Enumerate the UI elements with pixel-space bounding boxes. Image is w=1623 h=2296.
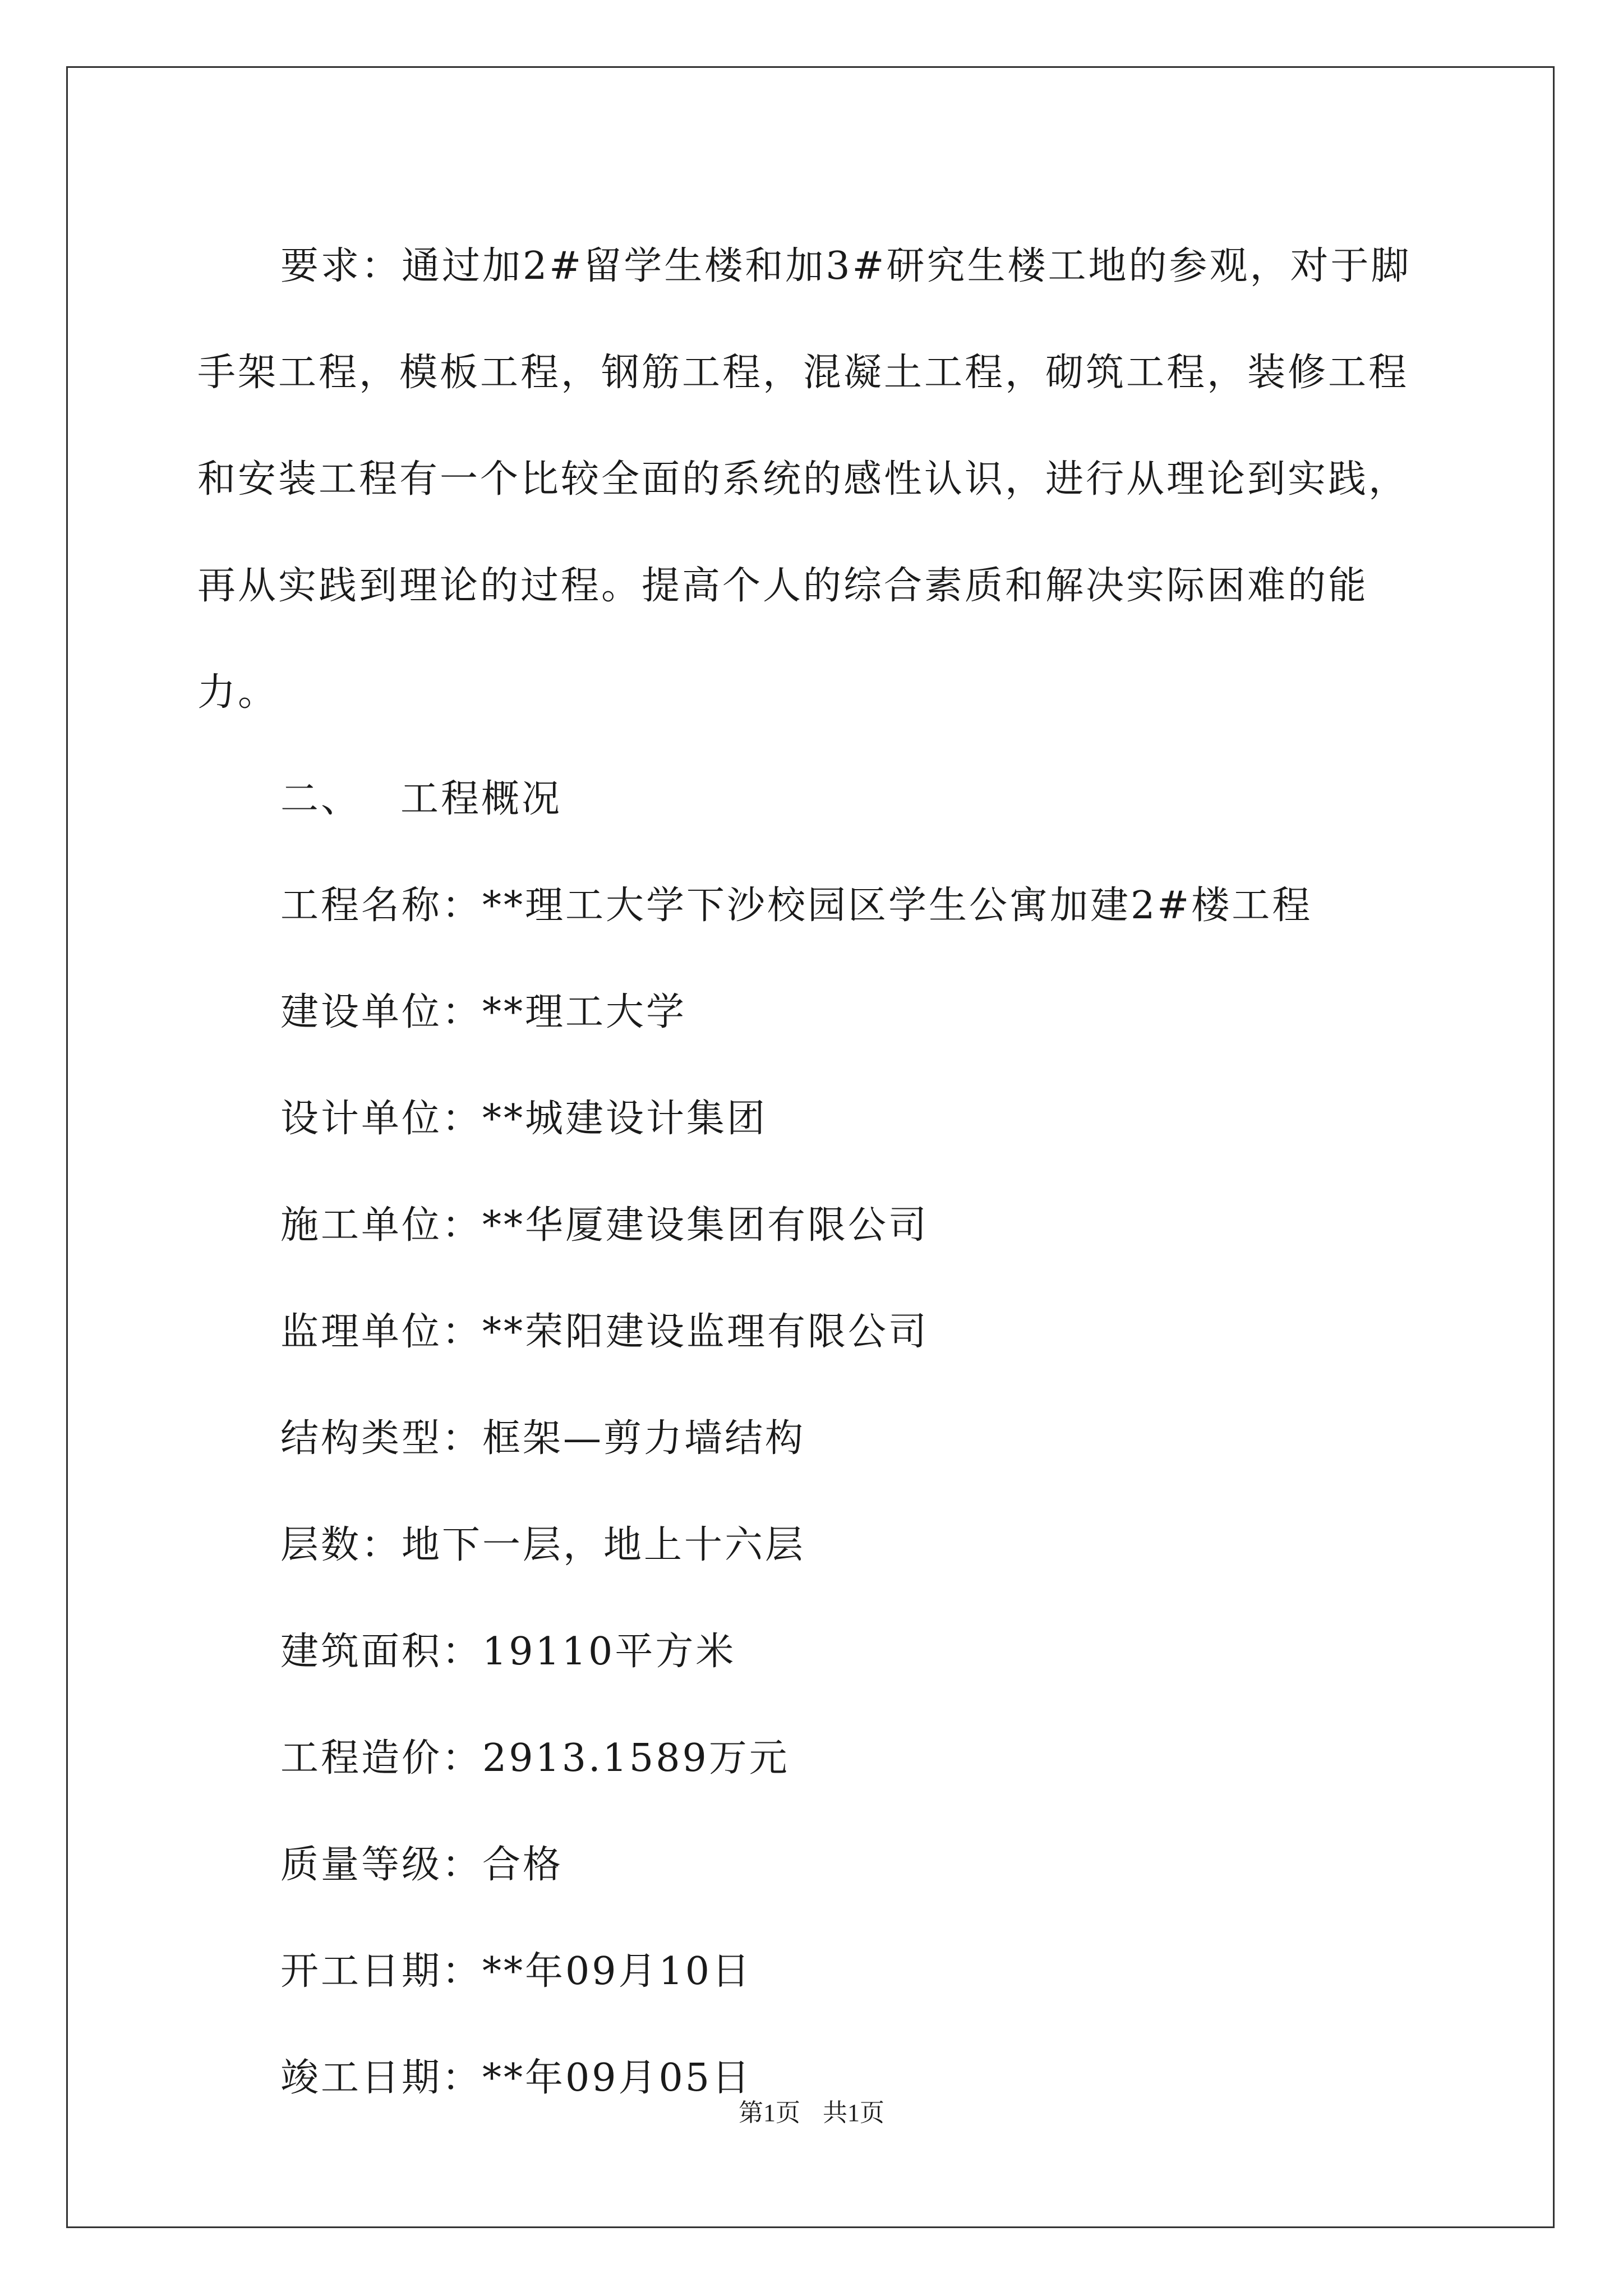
page-footer	[0, 2092, 1623, 2128]
document-body	[197, 213, 1431, 2132]
info-item-floors: 层数：地下一层，地上十六层	[280, 1523, 806, 1567]
info-item-supervisor: 监理单位：**荣阳建设监理有限公司	[280, 1310, 929, 1354]
info-item-floor-area: 建筑面积：19110平方米	[280, 1630, 736, 1674]
section-title: 工程概况	[400, 777, 562, 821]
page-number: 第1页	[739, 2099, 800, 2127]
info-item-start-date: 开工日期：**年09月10日	[280, 1949, 753, 1994]
info-item-project-name: 工程名称：**理工大学下沙校园区学生公寓加建2#楼工程	[280, 884, 1313, 928]
info-item-quality-grade: 质量等级：合格	[280, 1843, 564, 1887]
info-item-structure-type: 结构类型：框架—剪力墙结构	[280, 1416, 806, 1461]
section-number: 二、	[280, 777, 362, 821]
info-item-contractor: 施工单位：**华厦建设集团有限公司	[280, 1203, 929, 1248]
page-total: 共1页	[823, 2099, 884, 2127]
section-heading	[197, 746, 1431, 853]
requirements-paragraph: 要求：通过加2#留学生楼和加3#研究生楼工地的参观，对于脚手架工程，模板工程，钢筋工程，混凝土工程，砌筑工程，装修工程和安装工程有一个比较全面的系统的感性认识，进行从理论到实践，再从实践到理论的过程。提高个人的综合素质和解决实际困难的能力。	[197, 244, 1412, 715]
info-item-owner: 建设单位：**理工大学	[280, 990, 687, 1034]
info-item-designer: 设计单位：**城建设计集团	[280, 1097, 768, 1141]
info-item-cost: 工程造价：2913.1589万元	[280, 1736, 790, 1780]
info-item-completion-date: 竣工日期：**年09月05日	[280, 2056, 753, 2100]
